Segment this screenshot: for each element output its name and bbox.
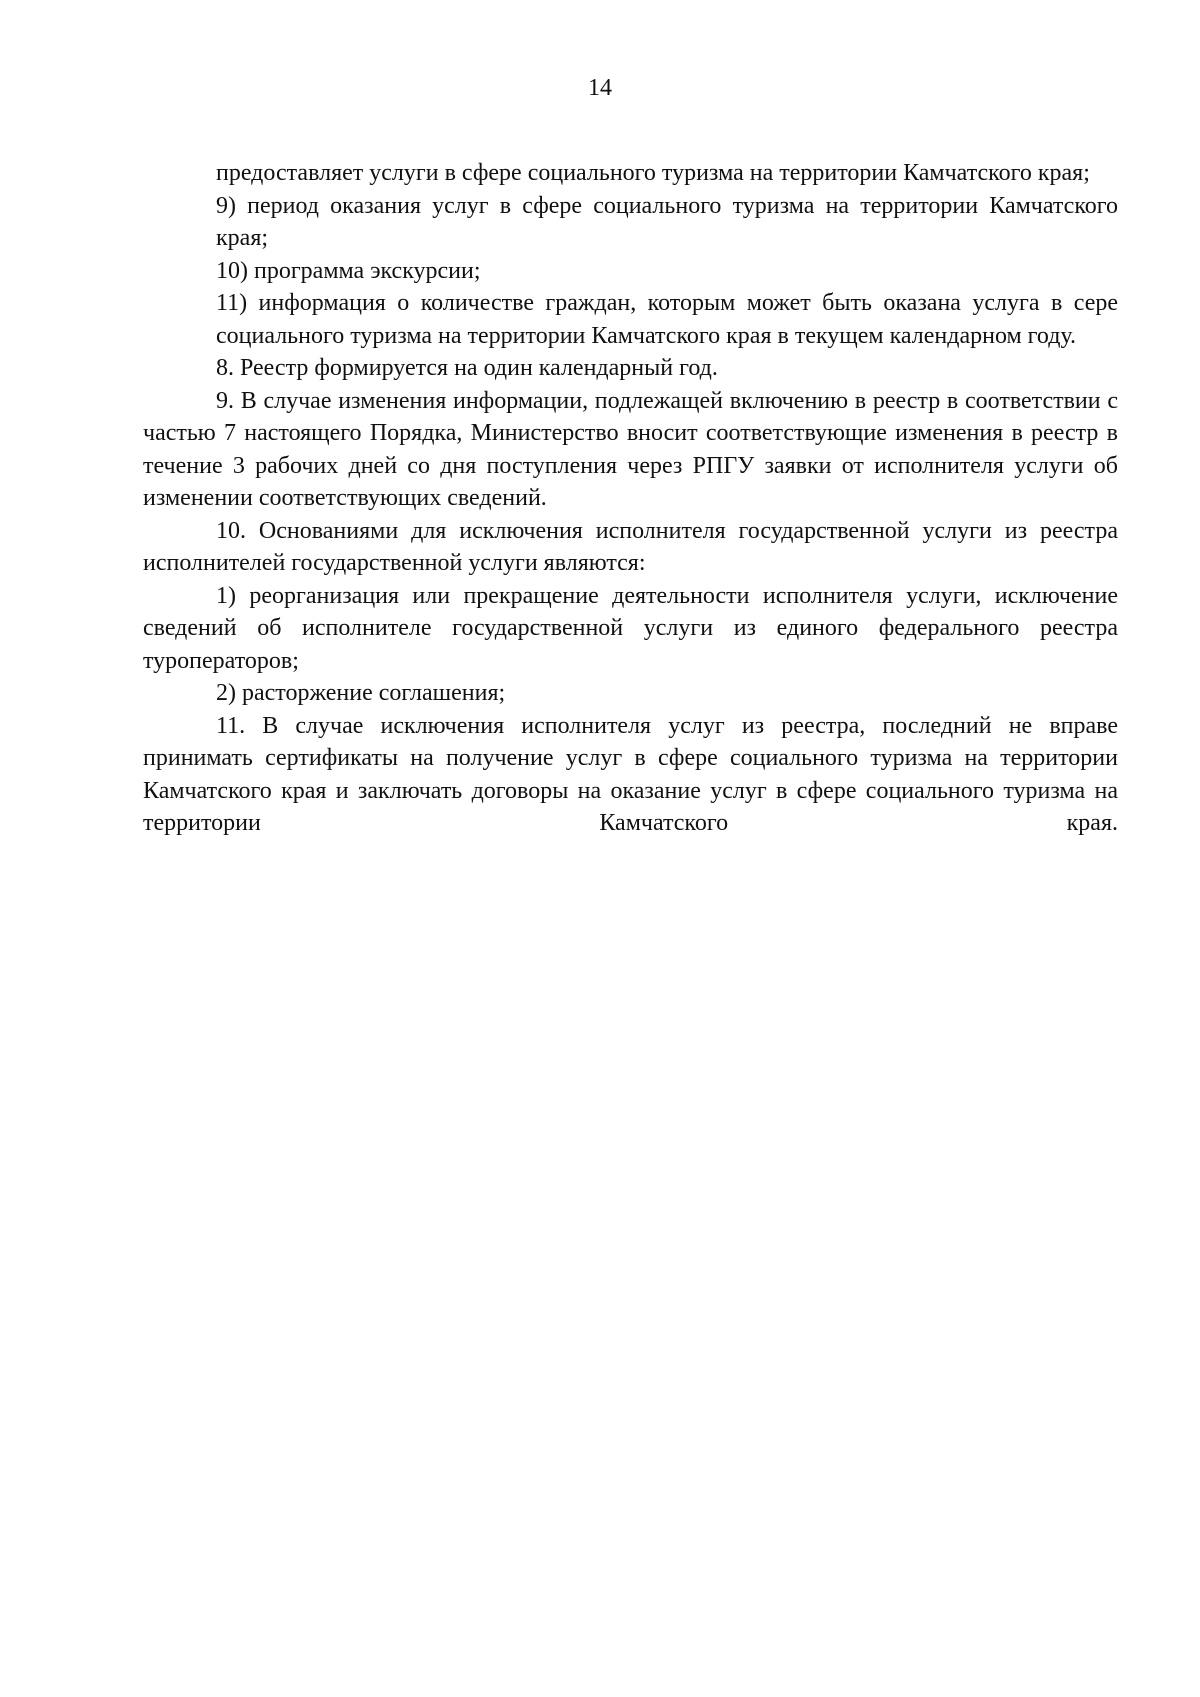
document-body (143, 157, 1118, 840)
clause-10-item-2: 2) расторжение соглашения; (216, 680, 506, 706)
clause-8: 8. Реестр формируется на один календарный год. (216, 355, 718, 381)
clause-10: 10. Основаниями для исключения исполнителя государственной услуги из реестра исполнителей государственной услуги являются: (143, 517, 1118, 576)
page-number: 14 (588, 75, 612, 101)
clause-11: 11. В случае исключения исполнителя услуг из реестра, последний не вправе принимать сертификаты на получение услуг в сфере социального туризма на территории Камчатского края и заключать договоры на оказание услуг в сфере социального туризма на территории Камчатского края. (143, 712, 1118, 836)
clause-10-item-1: 1) реорганизация или прекращение деятельности исполнителя услуги, исключение сведений об исполнителе государственной услуги из единого федерального реестра туроператоров; (143, 582, 1118, 674)
paragraph-continuation: предоставляет услуги в сфере социального туризма на территории Камчатского края; (216, 160, 1090, 186)
list-item-10: 10) программа экскурсии; (216, 257, 481, 284)
list-item-11: 11) информация о количестве граждан, которым может быть оказана услуга в сере социального туризма на территории Камчатского края в текущем календарном году. (216, 290, 1118, 349)
list-item-9: 9) период оказания услуг в сфере социального туризма на территории Камчатского края; (216, 192, 1118, 251)
clause-9: 9. В случае изменения информации, подлежащей включению в реестр в соответствии с частью 7 настоящего Порядка, Министерство вносит соответствующие изменения в реестр в течение 3 рабочих дней со дня поступления через РПГУ заявки от исполнителя услуги об изменении соответствующих сведений. (143, 387, 1118, 511)
